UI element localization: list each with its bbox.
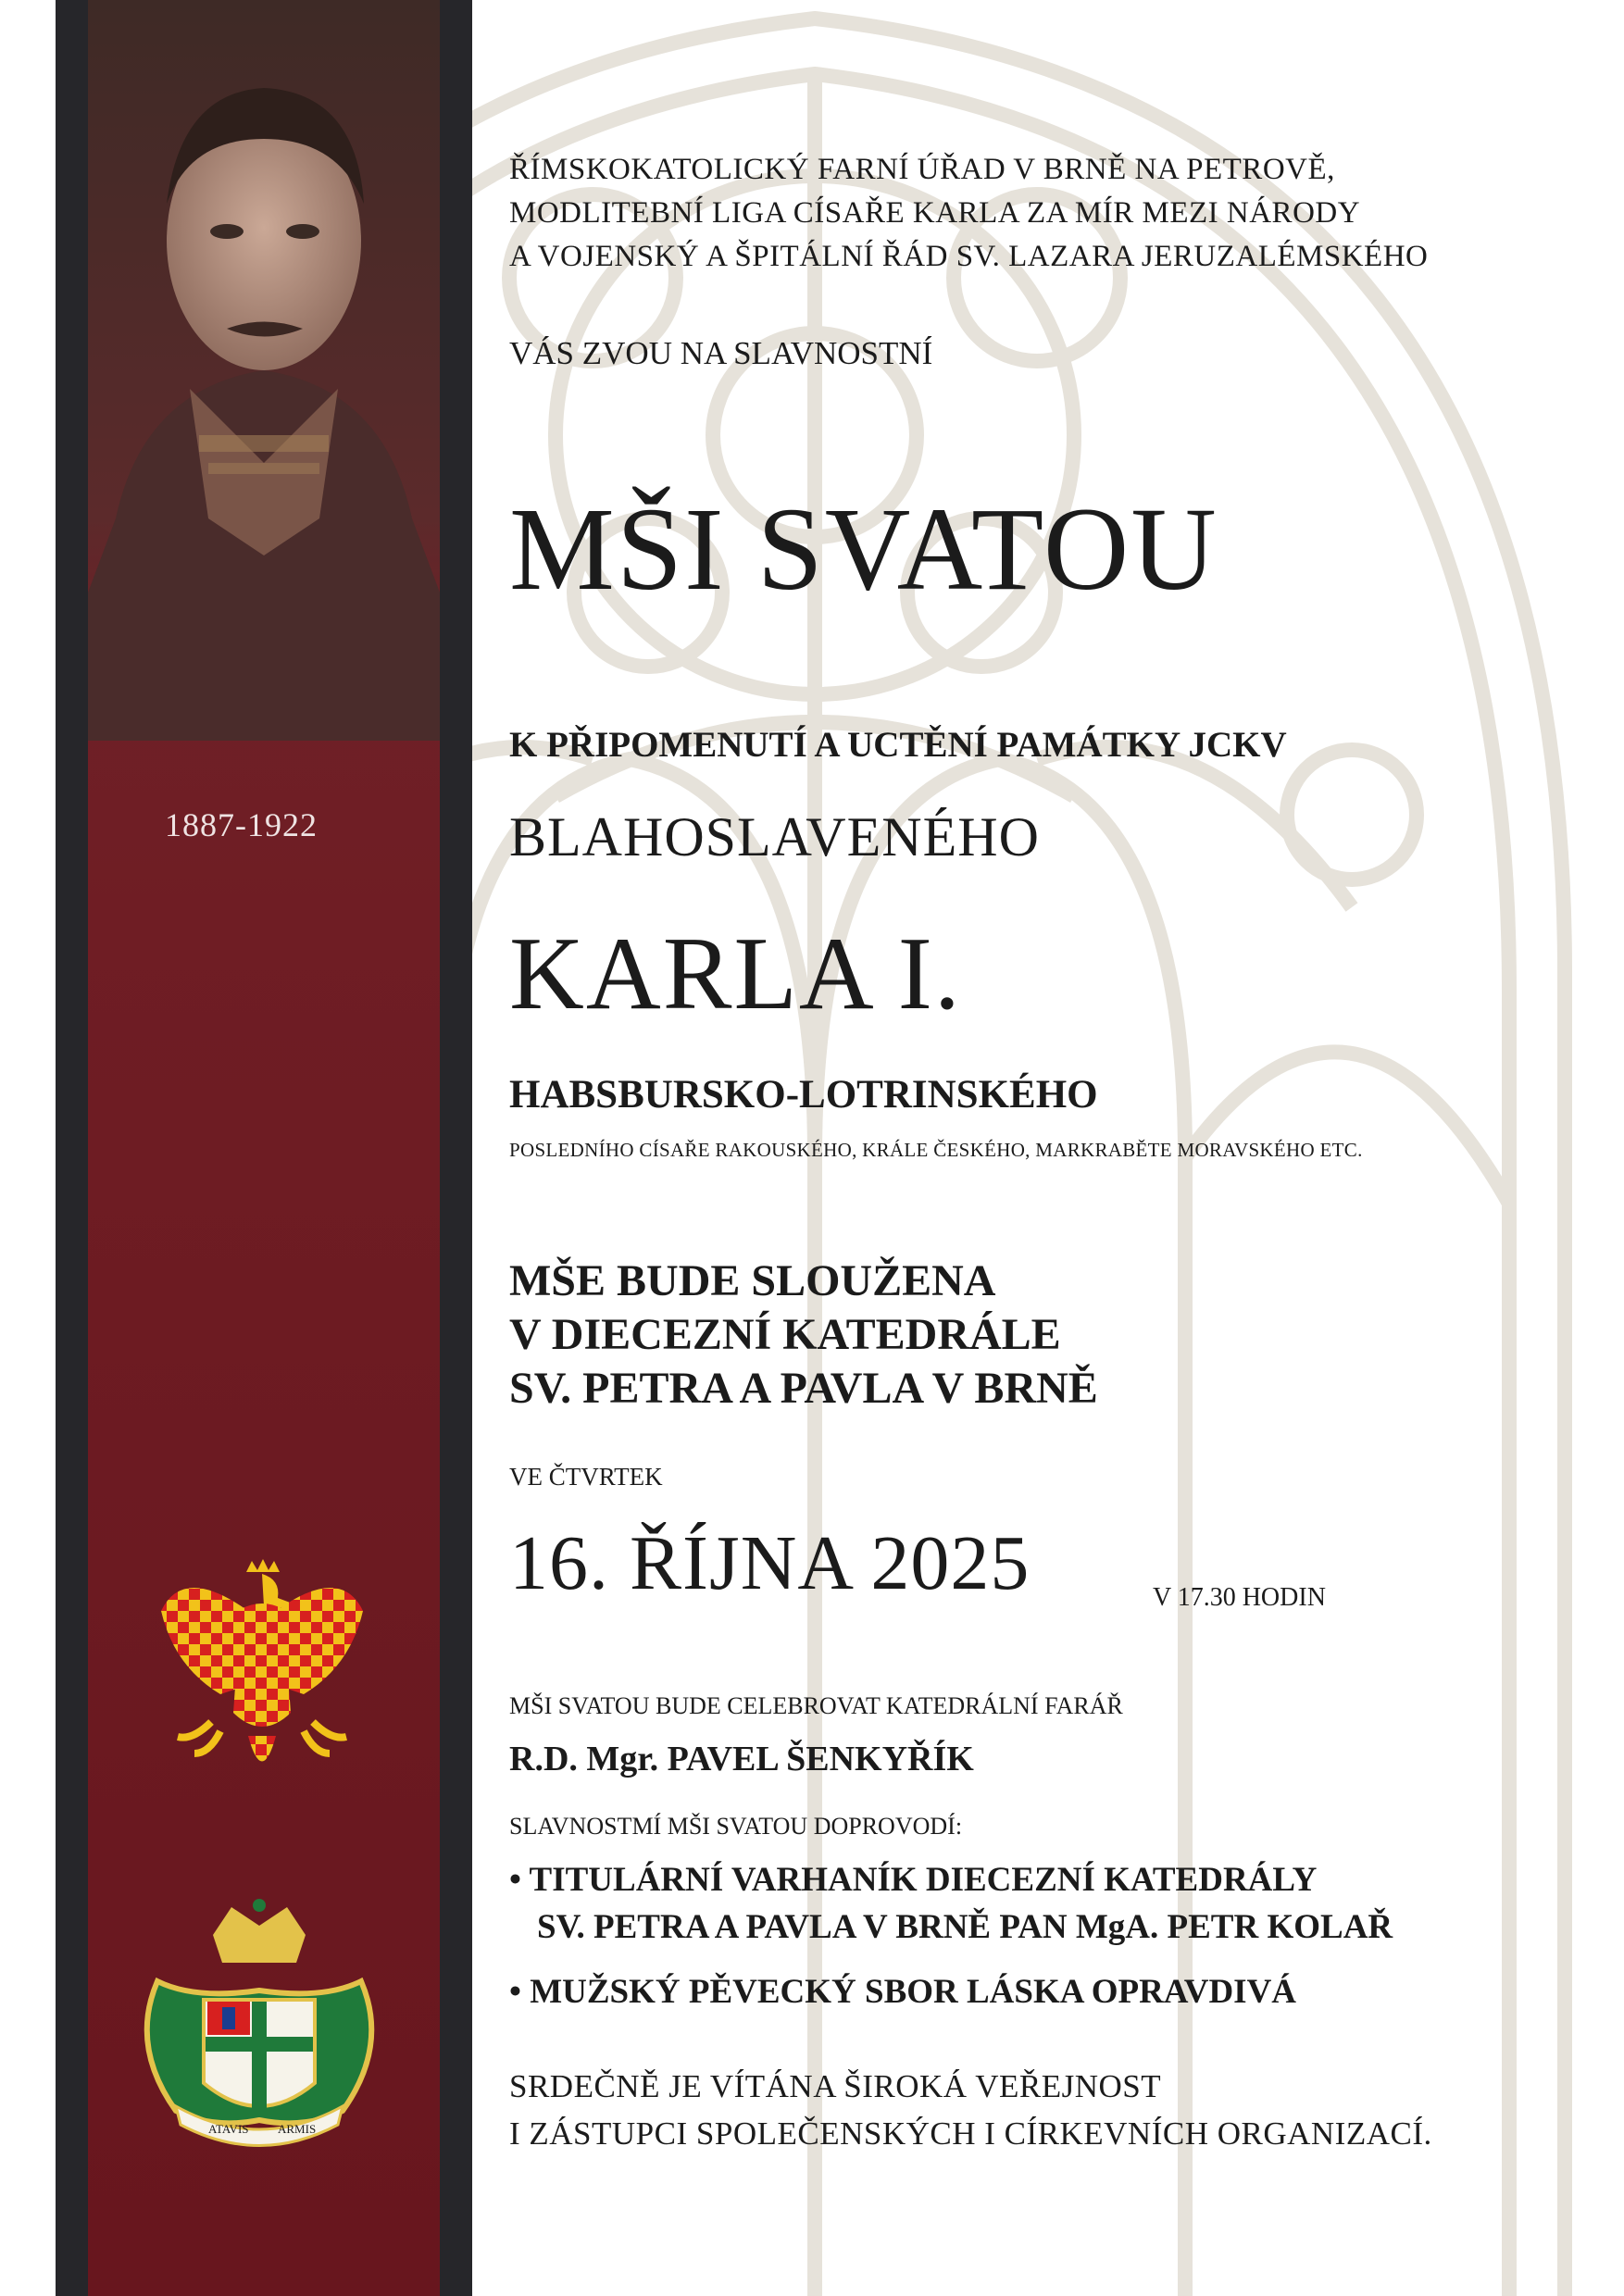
day-label: VE ČTVRTEK (509, 1463, 663, 1491)
dark-side-strip (56, 0, 88, 2296)
venue-line: V DIECEZNÍ KATEDRÁLE (509, 1310, 1061, 1359)
closing-line: I ZÁSTUPCI SPOLEČENSKÝCH I CÍRKEVNÍCH ORGANIZACÍ. (509, 2115, 1432, 2152)
closing-note (509, 2063, 1432, 2157)
inviter-line: ŘÍMSKOKATOLICKÝ FARNÍ ÚŘAD V BRNĚ NA PETROVĚ, (509, 153, 1335, 186)
inviter-line: MODLITEBNÍ LIGA CÍSAŘE KARLA ZA MÍR MEZI NÁRODY (509, 196, 1361, 230)
venue-block (509, 1254, 1098, 1416)
celebrant-label: MŠI SVATOU BUDE CELEBROVAT KATEDRÁLNÍ FARÁŘ (509, 1692, 1123, 1719)
emperor-titles: POSLEDNÍHO CÍSAŘE RAKOUSKÉHO, KRÁLE ČESKÉHO, MARKRABĚTE MORAVSKÉHO ETC. (509, 1139, 1363, 1161)
motto-right: ARMIS (278, 2122, 317, 2136)
portrait-photo (88, 0, 440, 741)
order-of-saint-lazarus-coat-of-arms (139, 1898, 380, 2157)
blessed-line: BLAHOSLAVENÉHO (509, 806, 1040, 867)
poster-title: MŠI SVATOU (509, 483, 1218, 615)
motto-left: ATAVIS (208, 2122, 249, 2136)
inviter-line: A VOJENSKÝ A ŠPITÁLNÍ ŘÁD SV. LAZARA JERUZALÉMSKÉHO (509, 240, 1429, 273)
event-date: 16. ŘÍJNA 2025 (509, 1520, 1031, 1606)
venue-line: MŠE BUDE SLOUŽENA (509, 1256, 996, 1305)
inviting-organizations (509, 148, 1428, 279)
dark-side-strip (440, 0, 472, 2296)
accompaniment-line: SV. PETRA A PAVLA V BRNĚ PAN MgA. PETR KOLAŘ (537, 1908, 1393, 1946)
emperor-name: KARLA I. (509, 917, 962, 1031)
commemoration-line: K PŘIPOMENUTÍ A UCTĚNÍ PAMÁTKY JCKV (509, 725, 1287, 765)
moravian-eagle-emblem (156, 1555, 369, 1796)
venue-line: SV. PETRA A PAVLA V BRNĚ (509, 1364, 1098, 1413)
invite-line: VÁS ZVOU NA SLAVNOSTNÍ (509, 335, 933, 371)
accompaniment-item: • MUŽSKÝ PĚVECKÝ SBOR LÁSKA OPRAVDIVÁ (509, 1973, 1297, 2011)
closing-line: SRDEČNĚ JE VÍTÁNA ŠIROKÁ VEŘEJNOST (509, 2068, 1162, 2104)
house-name: HABSBURSKO-LOTRINSKÉHO (509, 1073, 1098, 1117)
accompaniment-label: SLAVNOSTMÍ MŠI SVATOU DOPROVODÍ: (509, 1813, 963, 1840)
portrait-years: 1887-1922 (165, 806, 318, 843)
accompaniment-item (509, 1856, 1393, 1951)
accompaniment-line: • TITULÁRNÍ VARHANÍK DIECEZNÍ KATEDRÁLY (509, 1861, 1318, 1899)
event-time: V 17.30 HODIN (1153, 1583, 1326, 1612)
celebrant-name: R.D. Mgr. PAVEL ŠENKYŘÍK (509, 1740, 974, 1778)
